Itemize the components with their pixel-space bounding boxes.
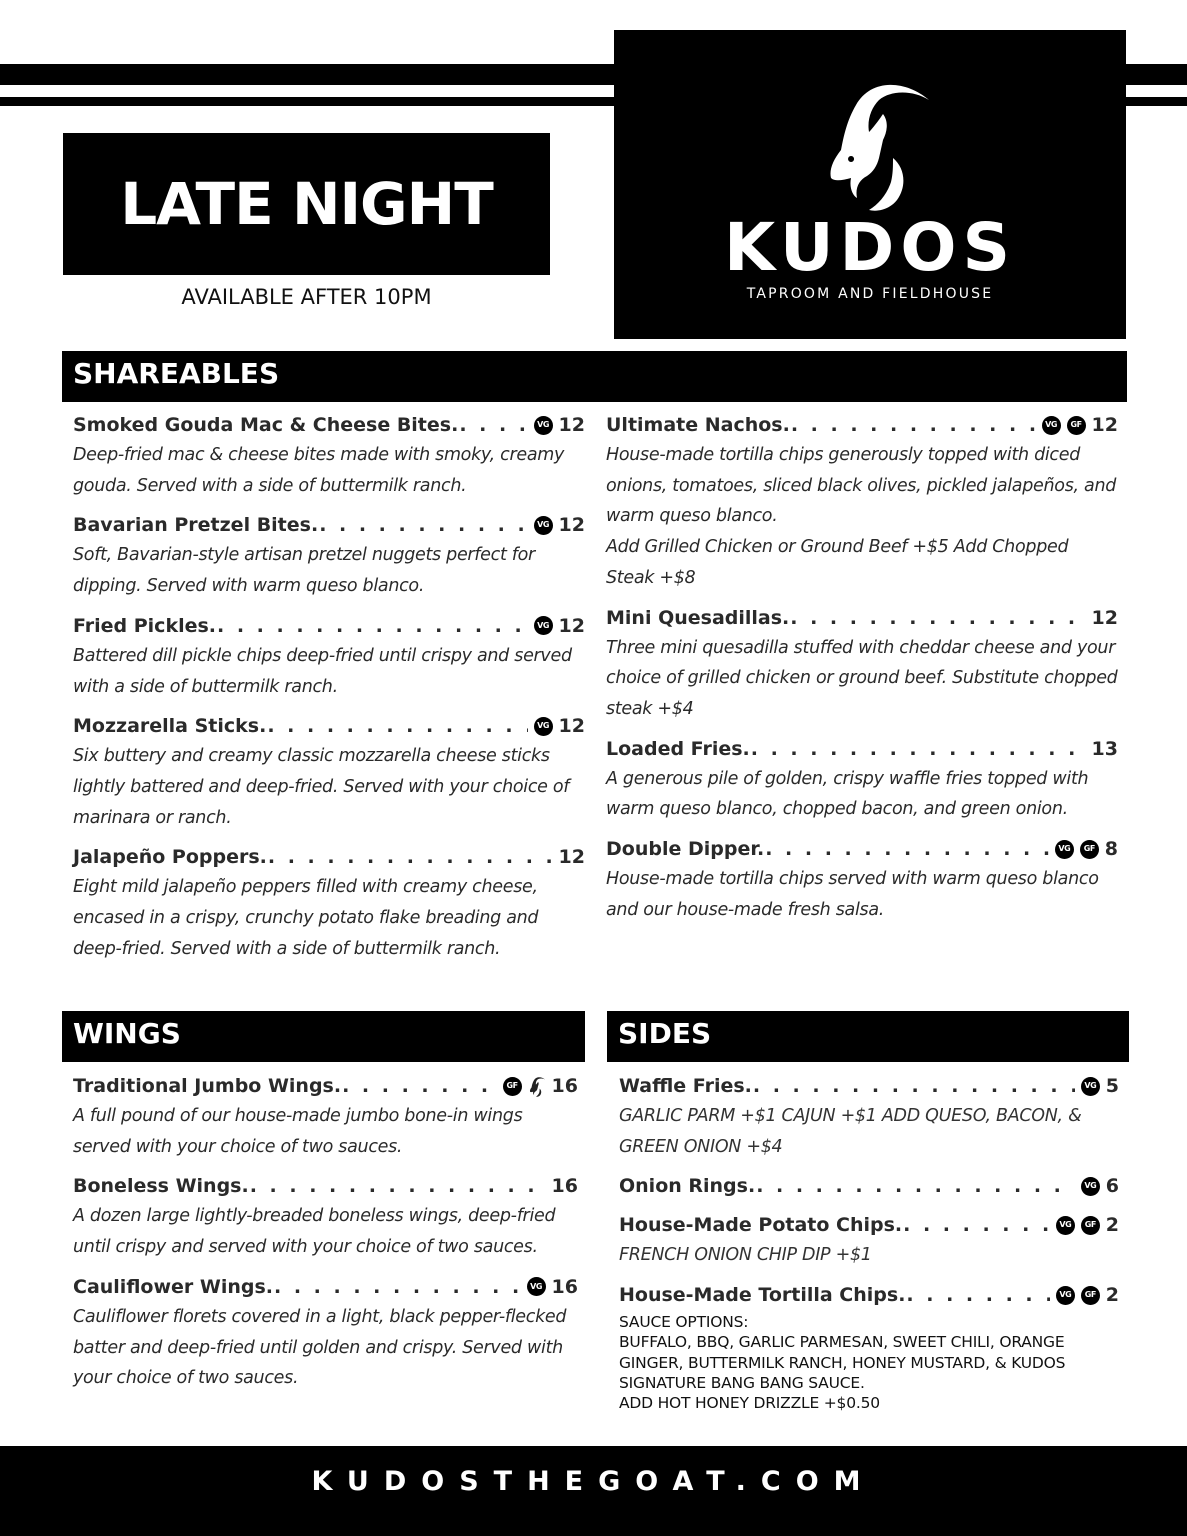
- menu-item: [73, 711, 585, 833]
- vegetarian-badge-icon: VG: [1055, 840, 1074, 859]
- vegetarian-badge-icon: VG: [1042, 416, 1061, 435]
- vegetarian-badge-icon: VG: [534, 516, 553, 535]
- brand-logo-block: [614, 30, 1126, 339]
- wings-column: [73, 1071, 578, 1403]
- item-addon: Add Grilled Chicken or Ground Beef +$5 Add Chopped Steak +$8: [606, 537, 1069, 588]
- item-price: 2: [1105, 1214, 1119, 1237]
- item-description: GARLIC PARM +$1 CAJUN +$1 ADD QUESO, BACON, & GREEN ONION +$4: [619, 1106, 1082, 1157]
- item-description: Six buttery and creamy classic mozzarella cheese sticks lightly battered and deep-fried. Served with your choice of marinara or ranch.: [73, 746, 570, 828]
- item-description: Deep-fried mac & cheese bites made with smoky, creamy gouda. Served with a side of buttermilk ranch.: [73, 445, 565, 496]
- item-name: Fried Pickles.: [73, 614, 217, 637]
- item-price: 12: [558, 414, 585, 436]
- item-name: Bavarian Pretzel Bites.: [73, 514, 319, 537]
- dot-leader: [903, 1210, 1050, 1240]
- menu-item: [73, 410, 585, 501]
- goat-head-icon: [528, 1075, 546, 1097]
- page-title: LATE NIGHT: [120, 170, 493, 238]
- menu-item: [73, 1171, 578, 1262]
- dot-leader: [250, 1171, 546, 1201]
- menu-item: [619, 1071, 1119, 1162]
- section-header-sides: SIDES: [607, 1011, 1129, 1062]
- item-description: Eight mild jalapeño peppers filled with creamy cheese, encased in a crispy, crunchy potato flake breading and deep-fried. Served with a side of buttermilk ranch.: [73, 877, 539, 959]
- menu-item: [73, 1272, 578, 1394]
- menu-item: [606, 603, 1118, 725]
- sauce-addon: ADD HOT HONEY DRIZZLE +$0.50: [619, 1394, 880, 1413]
- item-description: House-made tortilla chips served with warm queso blanco and our house-made fresh salsa.: [606, 869, 1099, 920]
- item-description: House-made tortilla chips generously topped with diced onions, tomatoes, sliced black olives, pickled jalapeños, and warm queso blanco.: [606, 445, 1117, 527]
- item-description: Soft, Bavarian-style artisan pretzel nuggets perfect for dipping. Served with warm queso blanco.: [73, 545, 535, 597]
- vegetarian-badge-icon: VG: [534, 616, 553, 635]
- item-price: 16: [551, 1275, 578, 1298]
- brand-name: KUDOS: [723, 209, 1016, 286]
- dot-leader: [756, 1171, 1075, 1201]
- vegetarian-badge-icon: VG: [534, 717, 553, 736]
- item-price: 12: [558, 846, 585, 869]
- dot-leader: [790, 603, 1085, 633]
- section-header-wings: WINGS: [62, 1011, 585, 1062]
- menu-item: [619, 1171, 1119, 1201]
- vegetarian-badge-icon: VG: [1056, 1216, 1075, 1235]
- gluten-free-badge-icon: GF: [1081, 1286, 1100, 1305]
- item-name: Ultimate Nachos.: [606, 414, 790, 436]
- item-name: Mini Quesadillas.: [606, 606, 790, 629]
- title-banner: [63, 133, 550, 275]
- vegetarian-badge-icon: VG: [1056, 1286, 1075, 1305]
- dot-leader: [791, 410, 1036, 440]
- item-name: Mozzarella Sticks.: [73, 715, 267, 738]
- menu-item: [606, 410, 1118, 594]
- gluten-free-badge-icon: GF: [1067, 416, 1086, 435]
- shareables-left-column: [73, 410, 585, 973]
- gluten-free-badge-icon: GF: [1081, 1216, 1100, 1235]
- dot-leader: [268, 842, 553, 872]
- vegetarian-badge-icon: VG: [1081, 1177, 1100, 1196]
- sauce-options: [619, 1312, 1119, 1413]
- item-price: 13: [1091, 737, 1118, 760]
- website-link[interactable]: KUDOSTHEGOAT.COM: [311, 1466, 876, 1497]
- item-name: House-Made Tortilla Chips.: [619, 1284, 906, 1307]
- item-price: 2: [1105, 1284, 1119, 1307]
- dot-leader: [267, 711, 527, 741]
- item-price: 5: [1105, 1075, 1119, 1097]
- item-name: Smoked Gouda Mac & Cheese Bites.: [73, 414, 459, 436]
- menu-item: [619, 1280, 1119, 1310]
- item-price: 12: [558, 614, 585, 637]
- item-description: Cauliflower florets covered in a light, black pepper-flecked batter and deep-fried until golden and crispy. Served with your choice of two sauces.: [73, 1306, 567, 1389]
- menu-item: [606, 834, 1118, 925]
- item-name: House-Made Potato Chips.: [619, 1214, 903, 1237]
- brand-tagline: TAPROOM AND FIELDHOUSE: [746, 286, 994, 302]
- vegetarian-badge-icon: VG: [527, 1277, 546, 1296]
- menu-item: [73, 842, 585, 964]
- item-name: Loaded Fries.: [606, 737, 750, 760]
- item-name: Waffle Fries.: [619, 1075, 752, 1097]
- item-name: Jalapeño Poppers.: [73, 846, 267, 869]
- item-name: Double Dipper.: [606, 838, 765, 861]
- section-header-shareables: SHAREABLES: [62, 351, 1127, 402]
- goat-head-icon: [821, 70, 931, 212]
- dot-leader: [319, 510, 527, 540]
- dot-leader: [274, 1272, 521, 1302]
- gluten-free-badge-icon: GF: [503, 1077, 522, 1096]
- shareables-right-column: [606, 410, 1118, 934]
- item-description: A dozen large lightly-breaded boneless wings, deep-fried until crispy and served with your choice of two sauces.: [73, 1206, 556, 1258]
- item-name: Cauliflower Wings.: [73, 1275, 274, 1298]
- menu-item: [73, 510, 585, 601]
- dot-leader: [753, 1071, 1075, 1101]
- dot-leader: [459, 410, 527, 440]
- item-price: 12: [558, 514, 585, 537]
- dot-leader: [342, 1071, 496, 1101]
- sides-column: [619, 1071, 1119, 1414]
- footer-bar: [0, 1446, 1187, 1536]
- vegetarian-badge-icon: VG: [1081, 1077, 1100, 1096]
- item-price: 12: [1091, 606, 1118, 629]
- dot-leader: [217, 611, 528, 641]
- availability-note: AVAILABLE AFTER 10PM: [181, 285, 432, 309]
- menu-item: [606, 734, 1118, 825]
- item-price: 16: [551, 1175, 578, 1198]
- dot-leader: [751, 734, 1086, 764]
- item-description: A full pound of our house-made jumbo bone-in wings served with your choice of two sauces.: [73, 1106, 523, 1157]
- sauce-options-list: BUFFALO, BBQ, GARLIC PARMESAN, SWEET CHILI, ORANGE GINGER, BUTTERMILK RANCH, HONEY MUSTARD, & KUDOS SIGNATURE BANG BANG SAUCE.: [619, 1333, 1066, 1392]
- item-description: FRENCH ONION CHIP DIP +$1: [619, 1245, 872, 1266]
- item-description: Battered dill pickle chips deep-fried until crispy and served with a side of buttermilk ranch.: [73, 645, 572, 697]
- item-price: 6: [1105, 1175, 1119, 1198]
- item-name: Boneless Wings.: [73, 1175, 249, 1198]
- menu-item: [73, 611, 585, 702]
- item-name: Onion Rings.: [619, 1175, 756, 1198]
- item-price: 12: [558, 715, 585, 738]
- dot-leader: [906, 1280, 1049, 1310]
- menu-item: [73, 1071, 578, 1162]
- gluten-free-badge-icon: GF: [1080, 840, 1099, 859]
- sauce-options-label: SAUCE OPTIONS:: [619, 1313, 749, 1332]
- item-price: 16: [551, 1075, 578, 1097]
- dot-leader: [765, 834, 1049, 864]
- item-name: Traditional Jumbo Wings.: [73, 1075, 342, 1097]
- menu-item: [619, 1210, 1119, 1271]
- item-price: 8: [1104, 838, 1118, 861]
- item-description: Three mini quesadilla stuffed with cheddar cheese and your choice of grilled chicken or ground beef. Substitute chopped steak +$4: [606, 637, 1118, 719]
- item-description: A generous pile of golden, crispy waffle fries topped with warm queso blanco, chopped bacon, and green onion.: [606, 768, 1089, 820]
- item-price: 12: [1091, 414, 1118, 436]
- vegetarian-badge-icon: VG: [534, 416, 553, 435]
